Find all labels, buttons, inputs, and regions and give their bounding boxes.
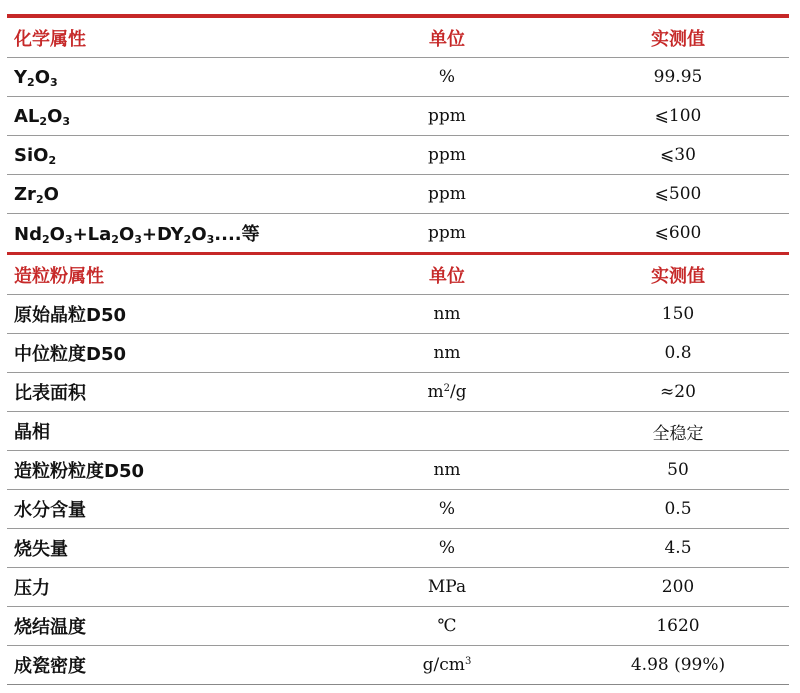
formula-sio2: SiO$_2$	[14, 144, 57, 167]
formula-rare-earth-mix: $Nd_2O_3+La_2O_3+DY_2O_3$....等	[14, 224, 260, 246]
table-row	[7, 334, 789, 373]
value-cell: 99.95	[653, 67, 703, 87]
unit-cell: $m^2/g$	[427, 382, 467, 402]
table-row	[7, 295, 789, 334]
value-heading: 实测值	[651, 265, 705, 287]
unit-cell: nm	[433, 343, 461, 363]
value-cell: 0.5	[664, 499, 692, 519]
unit-cell: %	[438, 67, 456, 87]
chemical-header-row	[7, 18, 789, 58]
property-name: 造粒粉粒度D50	[14, 461, 144, 482]
table-row	[7, 136, 789, 175]
unit-cell: nm	[433, 304, 461, 324]
unit-cell: nm	[433, 460, 461, 480]
properties-table	[7, 14, 789, 685]
table-row	[7, 607, 789, 646]
property-name: 烧结温度	[14, 617, 86, 638]
value-cell: 4.98 (99%)	[630, 655, 726, 675]
table-row	[7, 373, 789, 412]
value-cell: 4.5	[664, 538, 692, 558]
value-cell: 200	[661, 577, 695, 597]
unit-cell: ppm	[428, 184, 466, 204]
unit-cell: ℃	[437, 616, 457, 636]
value-cell: 0.8	[664, 343, 692, 363]
table-row	[7, 490, 789, 529]
property-name: 中位粒度D50	[14, 344, 126, 365]
value-cell: ⩽500	[654, 184, 702, 204]
table-row	[7, 451, 789, 490]
value-cell: 50	[667, 460, 689, 480]
table-row	[7, 529, 789, 568]
unit-heading: 单位	[429, 265, 465, 287]
unit-cell: ppm	[428, 223, 466, 243]
value-heading: 实测值	[651, 28, 705, 50]
table-row	[7, 175, 789, 214]
property-name: 晶相	[14, 422, 50, 443]
chemical-property-heading: 化学属性	[14, 28, 86, 50]
formula-al2o3: $AL_2O_3$	[14, 105, 71, 128]
table-row	[7, 568, 789, 607]
value-cell: ⩽100	[654, 106, 702, 126]
property-name: 比表面积	[14, 383, 86, 404]
property-name: 压力	[14, 578, 50, 599]
property-name: 水分含量	[14, 500, 86, 521]
table-row	[7, 412, 789, 451]
unit-cell: %	[438, 499, 456, 519]
formula-zr2o: $Zr_2O$	[14, 183, 59, 206]
property-name: 原始晶粒D50	[14, 305, 126, 326]
value-cell: 150	[661, 304, 695, 324]
table-row	[7, 97, 789, 136]
unit-cell: $g/cm^3$	[422, 655, 472, 675]
value-cell: ⩽30	[660, 145, 696, 165]
table-row	[7, 646, 789, 685]
table-row	[7, 214, 789, 252]
value-cell: ≈20	[660, 382, 696, 402]
unit-cell: ppm	[428, 106, 466, 126]
formula-y2o3: $Y_2O_3$	[14, 66, 58, 89]
value-cell: 全稳定	[652, 423, 704, 444]
value-cell: ⩽600	[654, 223, 702, 243]
unit-cell: MPa	[427, 577, 467, 597]
value-cell: 1620	[656, 616, 700, 636]
property-name: 烧失量	[14, 539, 68, 560]
property-name: 成瓷密度	[14, 656, 86, 677]
granulated-header-row	[7, 255, 789, 295]
table-row	[7, 58, 789, 97]
granulated-property-heading: 造粒粉属性	[14, 265, 104, 287]
unit-cell: %	[438, 538, 456, 558]
unit-heading: 单位	[429, 28, 465, 50]
unit-cell: ppm	[428, 145, 466, 165]
